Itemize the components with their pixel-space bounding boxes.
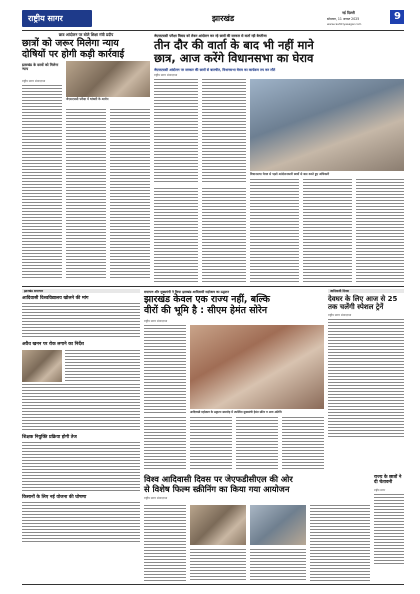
train-byline: राष्ट्रीय सागर संवाददाता bbox=[328, 313, 352, 318]
film-col-2 bbox=[190, 549, 246, 581]
story-2-headline: अवैध खनन पर रोक लगाने का निर्देश bbox=[22, 342, 84, 348]
page-number-box bbox=[390, 10, 404, 24]
main-photo-caption: विधानसभा घेराव से पहले आंदोलनकारी छात्रों से बात करते हुए अधिकारी bbox=[250, 172, 330, 176]
body-text-col2 bbox=[66, 109, 106, 280]
film-col-3 bbox=[250, 549, 306, 581]
bottom-byline: राष्ट्रीय सागर संवाददाता bbox=[144, 319, 168, 323]
main-col-5 bbox=[250, 179, 299, 283]
story-3-headline: शिक्षक नियुक्ति प्रक्रिया होगी तेज bbox=[22, 434, 77, 440]
bottom-col-2 bbox=[144, 417, 186, 471]
film-photo-1 bbox=[190, 505, 246, 545]
photo-caption bbox=[66, 98, 150, 106]
main-col-1 bbox=[154, 79, 198, 184]
main-top-story bbox=[154, 33, 404, 283]
bottom-mid-story bbox=[144, 289, 324, 471]
story-1-headline: आदिवासी विश्वविद्यालय खोलने की मांग bbox=[22, 296, 89, 301]
edition-date: सोमवार, 11 अगस्त 2025 bbox=[327, 17, 360, 21]
byline: राष्ट्रीय सागर संवाददाता bbox=[22, 79, 46, 83]
film-col-1 bbox=[144, 505, 186, 581]
main-photo bbox=[250, 79, 404, 171]
film-photo-2 bbox=[250, 505, 306, 545]
main-kicker: जेएसएससी परीक्षा विवाद को लेकर आंदोलन कर रहे छात्रों की सरकार से वार्ता रही बेनतीजा bbox=[154, 34, 267, 38]
bottom-kicker: रामायण और मुख्यमंत्री ने किया झारखंड आदिवासी महोत्सव का उद्घाटन bbox=[144, 290, 230, 294]
bottom-left-column bbox=[22, 289, 140, 581]
story-1-body bbox=[22, 303, 140, 339]
bottom-right-story bbox=[328, 289, 404, 471]
story-2-photo bbox=[22, 350, 62, 382]
main-col-6 bbox=[303, 179, 352, 283]
story-2-body bbox=[65, 350, 140, 382]
headline-line-2: दोषियों पर होगी कड़ी कार्रवाई bbox=[22, 49, 125, 61]
bottom-col-1 bbox=[144, 325, 186, 415]
main-col-4 bbox=[202, 188, 246, 283]
caption-text: जेएसएससी परीक्षा में धांधली के आरोप bbox=[66, 97, 109, 101]
main-col-3 bbox=[154, 188, 198, 283]
news-photo bbox=[66, 61, 150, 97]
small-byline: राष्ट्रीय सागर bbox=[374, 488, 386, 492]
story-3-body bbox=[22, 442, 140, 492]
main-headline-2: छात्र, आज करेंगे विधानसभा का घेराव bbox=[154, 51, 314, 66]
story-4-headline: किसानों के लिए नई योजना की घोषणा bbox=[22, 494, 87, 500]
main-col-2 bbox=[202, 79, 246, 184]
website: www.rashtriyasagar.com bbox=[327, 22, 362, 26]
bottom-photo-caption: आदिवासी महोत्सव के उद्घाटन समारोह में उपस्थित मुख्यमंत्री हेमंत सोरेन व अन्य अतिथि bbox=[190, 410, 282, 414]
small-headline: राज्य के छात्रों ने दी चेतावनी bbox=[374, 475, 402, 486]
section-name: झारखंड bbox=[212, 14, 235, 23]
film-story bbox=[144, 475, 370, 581]
train-headline: देवघर के लिए आज से 25 तक चलेंगी स्पेशल ट्रेनें bbox=[328, 295, 398, 312]
main-byline: राष्ट्रीय सागर संवाददाता bbox=[154, 73, 178, 77]
film-headline-2: से विशेष फिल्म स्क्रीनिंग का किया गया आयोजन bbox=[144, 483, 290, 494]
masthead-rule bbox=[22, 30, 404, 31]
main-headline-1: तीन दौर की वार्ता के बाद भी नहीं माने bbox=[154, 38, 314, 52]
bottom-photo bbox=[190, 325, 324, 409]
story-2-body-more bbox=[22, 384, 140, 432]
story-2-row bbox=[22, 350, 140, 382]
headline-line-1: छात्रों को जरूर मिलेगा न्याय bbox=[22, 38, 119, 50]
body-text-col1 bbox=[22, 85, 62, 280]
bottom-headline-2: वीरों की भूमि है : सीएम हेमंत सोरेन bbox=[144, 304, 268, 316]
edition-city: नई दिल्ली bbox=[342, 11, 355, 15]
far-right-small-story bbox=[374, 475, 404, 581]
train-body bbox=[328, 319, 404, 437]
body-text-col3 bbox=[110, 109, 150, 280]
main-deck: जेएसएससी आंदोलन पर सरकार की छात्रों से बातचीत, विधानसभा घेराव का कार्यक्रम तय कर लौटे bbox=[154, 68, 276, 73]
page-number: 9 bbox=[394, 11, 401, 22]
bottom-col-4 bbox=[236, 417, 278, 471]
sub-head: झारखंड के छात्रों को मिलेगा न्याय bbox=[22, 63, 59, 72]
bottom-headline-1: झारखंड केवल एक राज्य नहीं, बल्कि bbox=[144, 294, 270, 305]
brand-logo bbox=[22, 10, 92, 27]
right-label: आदिवासी दिवस bbox=[328, 289, 404, 293]
masthead bbox=[22, 10, 404, 28]
section-rule bbox=[22, 286, 404, 287]
main-col-7 bbox=[356, 179, 404, 283]
kicker: छात्र आंदोलन पर बोले शिक्षा मंत्री प्रदीप bbox=[58, 32, 114, 37]
bottom-col-3 bbox=[190, 417, 232, 471]
section-label: झारखंड समाचार bbox=[22, 289, 140, 293]
film-headline-1: विश्व आदिवासी दिवस पर जेएफडीसीएल की ओर bbox=[144, 474, 293, 484]
small-body bbox=[374, 494, 404, 564]
brand-name: राष्ट्रीय सागर bbox=[28, 14, 63, 23]
film-byline: राष्ट्रीय सागर संवाददाता bbox=[144, 496, 168, 501]
story-4-body bbox=[22, 502, 140, 542]
footer-rule bbox=[22, 584, 404, 585]
bottom-col-5 bbox=[282, 417, 324, 471]
left-top-story bbox=[22, 33, 150, 283]
film-col-4 bbox=[310, 505, 370, 581]
